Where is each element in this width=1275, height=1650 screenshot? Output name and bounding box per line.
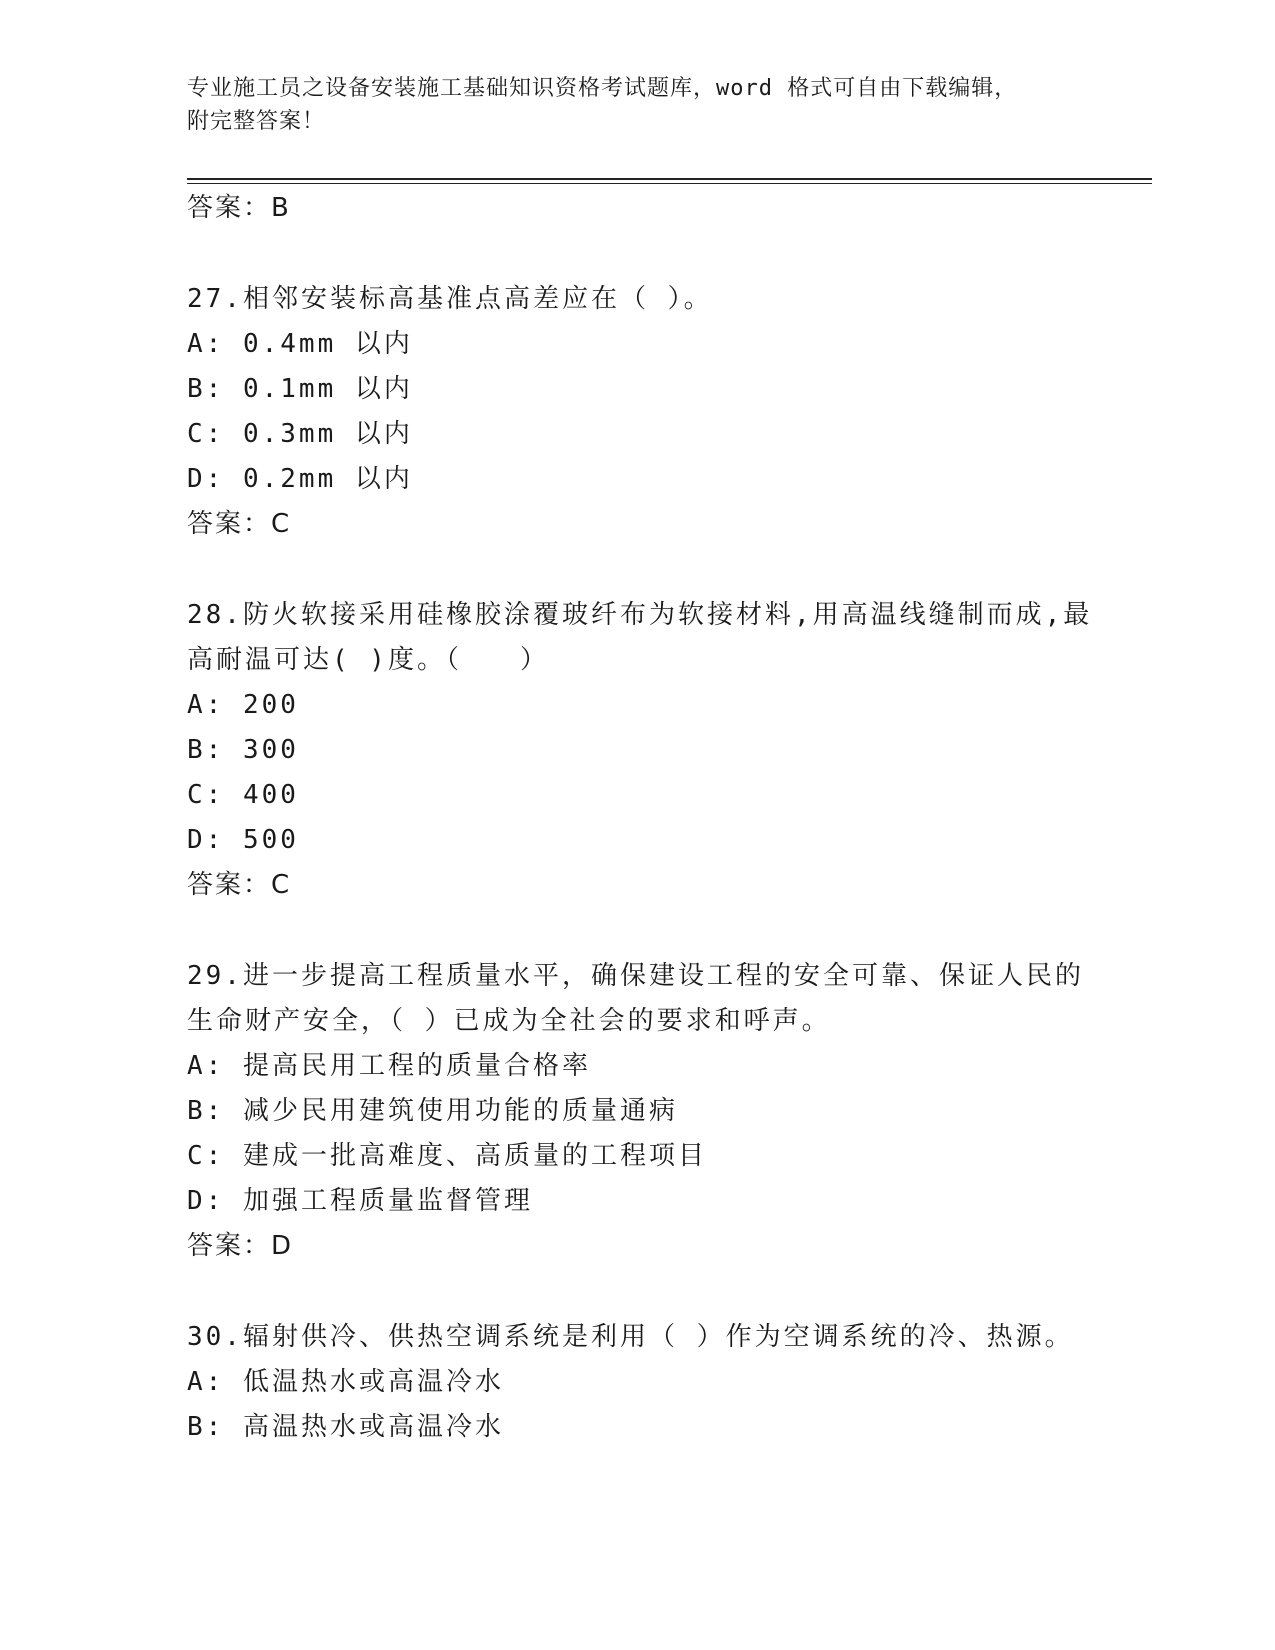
previous-answer: 答案：B <box>187 193 291 223</box>
option-b: B: 0.1mm 以内 <box>187 374 413 404</box>
answer: 答案：C <box>187 509 292 539</box>
question-list <box>187 186 1093 1450</box>
question-text-continued: 高耐温可达( )度。（ ） <box>187 645 549 675</box>
option-b: B: 300 <box>187 735 299 765</box>
question-text: 27.相邻安装标高基准点高差应在（ ）。 <box>187 284 713 314</box>
option-a: A: 0.4mm 以内 <box>187 329 413 359</box>
option-c: C: 400 <box>187 780 299 810</box>
question-text: 28.防火软接采用硅橡胶涂覆玻纤布为软接材料,用高温线缝制而成,最 <box>187 600 1093 630</box>
question-29 <box>187 954 1087 1269</box>
option-d: D: 加强工程质量监督管理 <box>187 1186 533 1216</box>
header-line-2: 附完整答案！ <box>187 109 326 134</box>
question-27 <box>187 277 1087 547</box>
question-28 <box>187 593 1093 908</box>
option-a: A: 提高民用工程的质量合格率 <box>187 1051 591 1081</box>
option-b: B: 高温热水或高温冷水 <box>187 1412 504 1442</box>
header-line-1: 专业施工员之设备安装施工基础知识资格考试题库，word 格式可自由下载编辑， <box>187 76 1018 101</box>
header-rule-thin <box>187 183 1152 184</box>
option-c: C: 建成一批高难度、高质量的工程项目 <box>187 1141 707 1171</box>
option-a: A: 低温热水或高温冷水 <box>187 1367 504 1397</box>
question-text: 30.辐射供冷、供热空调系统是利用（ ）作为空调系统的冷、热源。 <box>187 1322 1074 1352</box>
option-d: D: 0.2mm 以内 <box>187 464 413 494</box>
header-rule-thick <box>187 178 1152 180</box>
document-header <box>187 72 1067 138</box>
option-b: B: 减少民用建筑使用功能的质量通病 <box>187 1096 678 1126</box>
answer: 答案：C <box>187 870 292 900</box>
question-text-continued: 生命财产安全，（ ）已成为全社会的要求和呼声。 <box>187 1006 831 1036</box>
option-a: A: 200 <box>187 690 299 720</box>
option-c: C: 0.3mm 以内 <box>187 419 413 449</box>
question-text: 29.进一步提高工程质量水平，确保建设工程的安全可靠、保证人民的 <box>187 961 1084 991</box>
question-30 <box>187 1315 1087 1450</box>
option-d: D: 500 <box>187 825 299 855</box>
answer: 答案：D <box>187 1231 294 1261</box>
